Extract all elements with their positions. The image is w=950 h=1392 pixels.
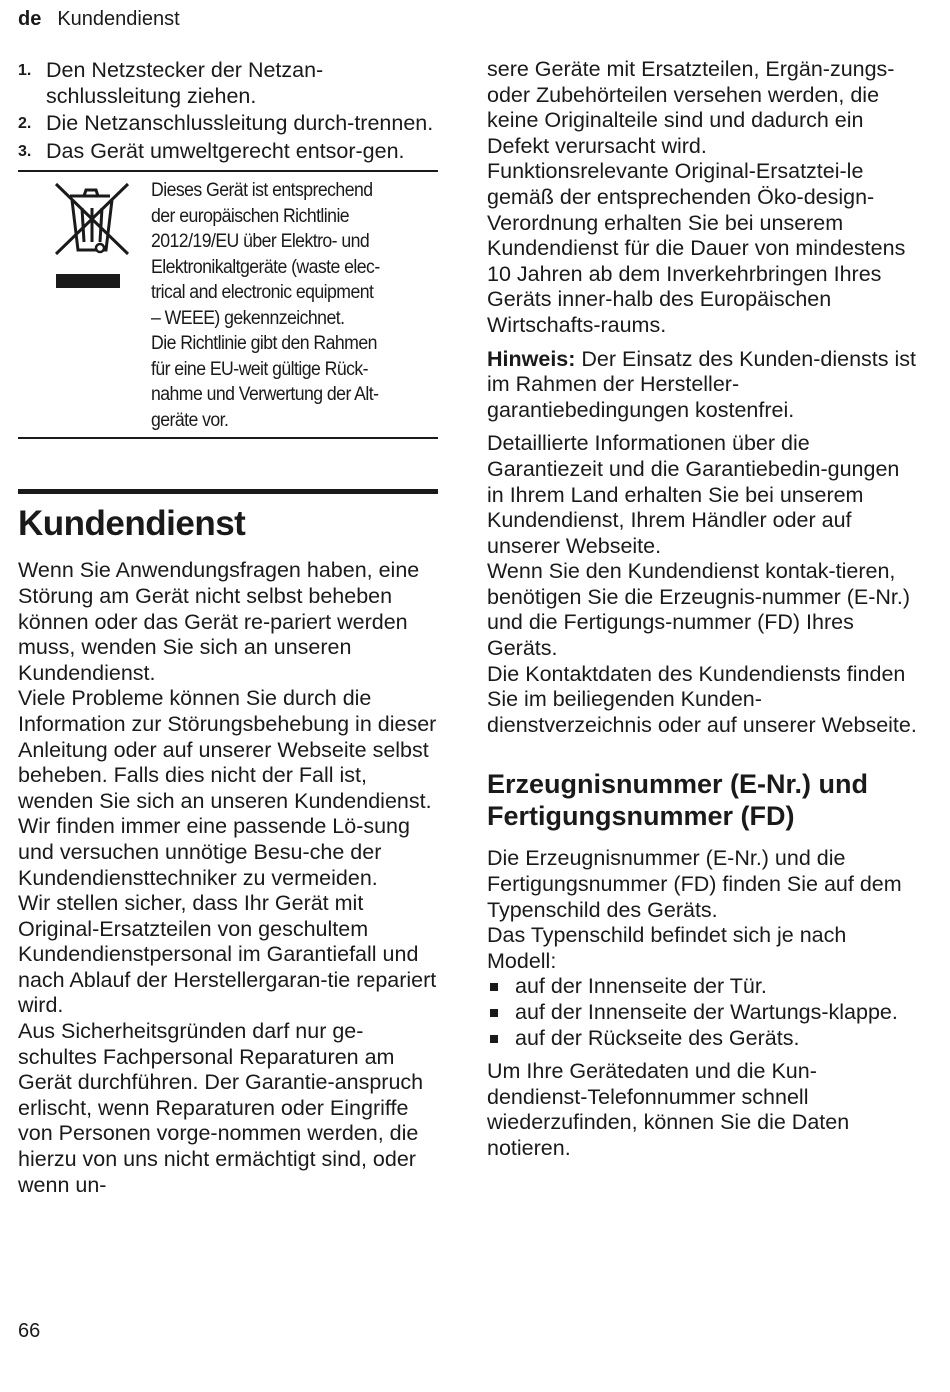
note-label: Hinweis: <box>487 346 576 371</box>
paragraph: sere Geräte mit Ersatzteilen, Ergän-zungs- oder Zubehörteilen versehen werden, die keine Originalteile sind und dadurch ein Defekt verursacht wird. <box>487 57 895 158</box>
section-divider <box>18 489 438 494</box>
step-number: 2. <box>18 115 32 133</box>
weee-line: für eine EU-weit gültige Rück- <box>151 358 368 380</box>
weee-text <box>151 178 418 433</box>
crossed-out-bin-icon <box>18 178 151 433</box>
note-text: Der Einsatz des Kunden-diensts ist im Rahmen der Hersteller-garantiebedingungen kostenfrei. <box>487 346 916 422</box>
step-number: 3. <box>18 142 32 160</box>
header-section-title: Kundendienst <box>57 8 180 30</box>
weee-line: 2012/19/EU über Elektro- und <box>151 231 370 253</box>
paragraph: Die Kontaktdaten des Kundendiensts finden Sie im beiliegenden Kunden-dienstverzeichnis oder auf unserer Webseite. <box>487 661 917 737</box>
page-header <box>18 8 180 31</box>
page-number: 66 <box>18 1320 41 1342</box>
paragraph: Wenn Sie Anwendungsfragen haben, eine Störung am Gerät nicht selbst beheben können oder das Gerät re-pariert werden muss, wenden Sie sich an unseren Kundendienst. <box>18 558 420 685</box>
section-heading-enr-fd: Erzeugnisnummer (E-Nr.) und Fertigungsnummer (FD) <box>487 769 869 832</box>
paragraph: Die Erzeugnisnummer (E-Nr.) und die Fertigungsnummer (FD) finden Sie auf dem Typenschild des Geräts. <box>487 846 902 922</box>
list-item: auf der Innenseite der Wartungs-klappe. <box>487 1000 917 1026</box>
paragraph: Detaillierte Informationen über die Garantiezeit und die Garantiebedin-gungen in Ihrem Land erhalten Sie bei unserem Kundendienst, Ihrem Händler oder auf unserer Webseite. <box>487 431 900 558</box>
weee-line: nahme und Verwertung der Alt- <box>151 384 379 406</box>
step-item <box>18 139 438 165</box>
step-text: Das Gerät umweltgerecht entsor-gen. <box>46 138 405 163</box>
weee-notice <box>18 170 438 439</box>
disposal-steps <box>18 58 438 164</box>
list-item: auf der Rückseite des Geräts. <box>487 1026 917 1052</box>
paragraph: Aus Sicherheitsgründen darf nur ge-schultes Fachpersonal Reparaturen am Gerät durchführen. Der Garantie-anspruch erlischt, wenn Reparaturen oder Eingriffe von Personen vorge-nommen werden, die hierzu von uns nicht ermächtigt sind, oder wenn un- <box>18 1019 424 1197</box>
weee-line: Dieses Gerät ist entsprechend <box>151 180 373 202</box>
right-column <box>487 57 917 1162</box>
weee-line: Elektronikaltgeräte (waste elec- <box>151 256 380 278</box>
weee-line: trical and electronic equipment <box>151 282 374 304</box>
left-column <box>18 58 438 1198</box>
list-item: auf der Innenseite der Tür. <box>487 974 917 1000</box>
step-text: Den Netzstecker der Netzan-schlussleitung ziehen. <box>46 58 324 108</box>
paragraph: Das Typenschild befindet sich je nach Modell: <box>487 923 847 973</box>
weee-line: geräte vor. <box>151 409 229 431</box>
step-text: Die Netzanschlussleitung durch-trennen. <box>46 111 434 136</box>
step-item <box>18 58 438 109</box>
paragraph: Funktionsrelevante Original-Ersatztei-le gemäß der entsprechenden Öko-design-Verordnung erhalten Sie bei unserem Kundendienst für die Dauer von mindestens 10 Jahren ab dem Inverkehrbringen Ihres Geräts inner-halb des Europäischen Wirtschafts-raums. <box>487 159 906 337</box>
language-code: de <box>18 8 42 30</box>
weee-line: der europäischen Richtlinie <box>151 205 350 227</box>
step-item <box>18 111 438 137</box>
step-number: 1. <box>18 62 32 79</box>
typeplate-locations <box>487 974 917 1051</box>
note-paragraph <box>487 347 917 424</box>
paragraph: Viele Probleme können Sie durch die Information zur Störungsbehebung in dieser Anleitung oder auf unserer Webseite selbst beheben. Falls dies nicht der Fall ist, wenden Sie sich an unseren Kundendienst. <box>18 686 437 813</box>
weee-line: Die Richtlinie gibt den Rahmen <box>151 333 377 355</box>
paragraph: Wenn Sie den Kundendienst kontak-tieren, benötigen Sie die Erzeugnis-nummer (E-Nr.) und die Fertigungs-nummer (FD) Ihres Geräts. <box>487 559 911 661</box>
section-heading-kundendienst: Kundendienst <box>18 504 246 544</box>
paragraph: Um Ihre Gerätedaten und die Kun-dendienst-Telefonnummer schnell wiederzufinden, können Sie die Daten notieren. <box>487 1059 850 1160</box>
weee-line: – WEEE) gekennzeichnet. <box>151 307 345 329</box>
paragraph: Wir finden immer eine passende Lö-sung und versuchen unnötige Besu-che der Kundendiensttechniker zu vermeiden. <box>18 814 410 890</box>
paragraph: Wir stellen sicher, dass Ihr Gerät mit Original-Ersatzteilen von geschultem Kundendienstpersonal im Garantiefall und nach Ablauf der Herstellergaran-tie repariert wird. <box>18 891 437 1018</box>
